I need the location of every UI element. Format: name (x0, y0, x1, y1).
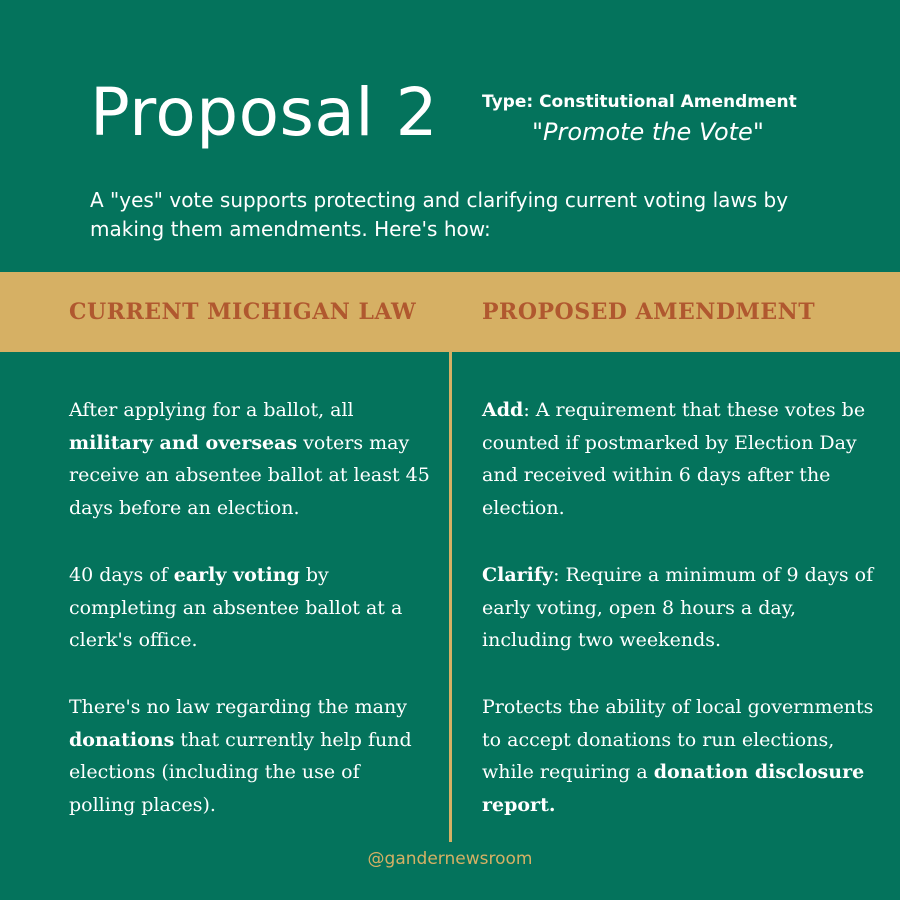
column-divider (449, 352, 452, 842)
current-law-early-voting: 40 days of early voting by completing an absentee ballot at a clerk's office. (69, 564, 403, 651)
slogan: "Promote the Vote" (532, 118, 764, 146)
current-law-military-overseas: After applying for a ballot, all military and overseas voters may receive an absentee ballot at least 45 days before an election. (69, 399, 430, 519)
bold-term: donation disclosure report. (482, 761, 865, 816)
bold-term: early voting (173, 564, 300, 586)
current-law-donations: There's no law regarding the many donations that currently help fund elections (including the use of polling places). (69, 696, 412, 816)
bold-term: military and overseas (69, 431, 298, 454)
proposed-amendment-heading: PROPOSED AMENDMENT (482, 299, 816, 325)
proposed-donation-disclosure: Protects the ability of local governments to accept donations to run elections, while requiring a donation disclosure report. (482, 696, 874, 816)
intro-text: A "yes" vote supports protecting and clarifying current voting laws by making them amendments. Here's how: (90, 188, 789, 241)
type-label: Type: Constitutional Amendment (482, 92, 797, 112)
proposed-add-requirement: Add: A requirement that these votes be counted if postmarked by Election Day and received within 6 days after the election. (482, 399, 866, 519)
social-handle: @gandernewsroom (367, 849, 533, 869)
bold-term: donations (69, 728, 175, 751)
bold-term: Add (482, 399, 524, 421)
current-law-heading: CURRENT MICHIGAN LAW (69, 299, 417, 325)
page-title: Proposal 2 (90, 74, 439, 151)
proposed-clarify-early-voting: Clarify: Require a minimum of 9 days of early voting, open 8 hours a day, including two weekends. (482, 564, 874, 651)
bold-term: Clarify (482, 564, 554, 586)
